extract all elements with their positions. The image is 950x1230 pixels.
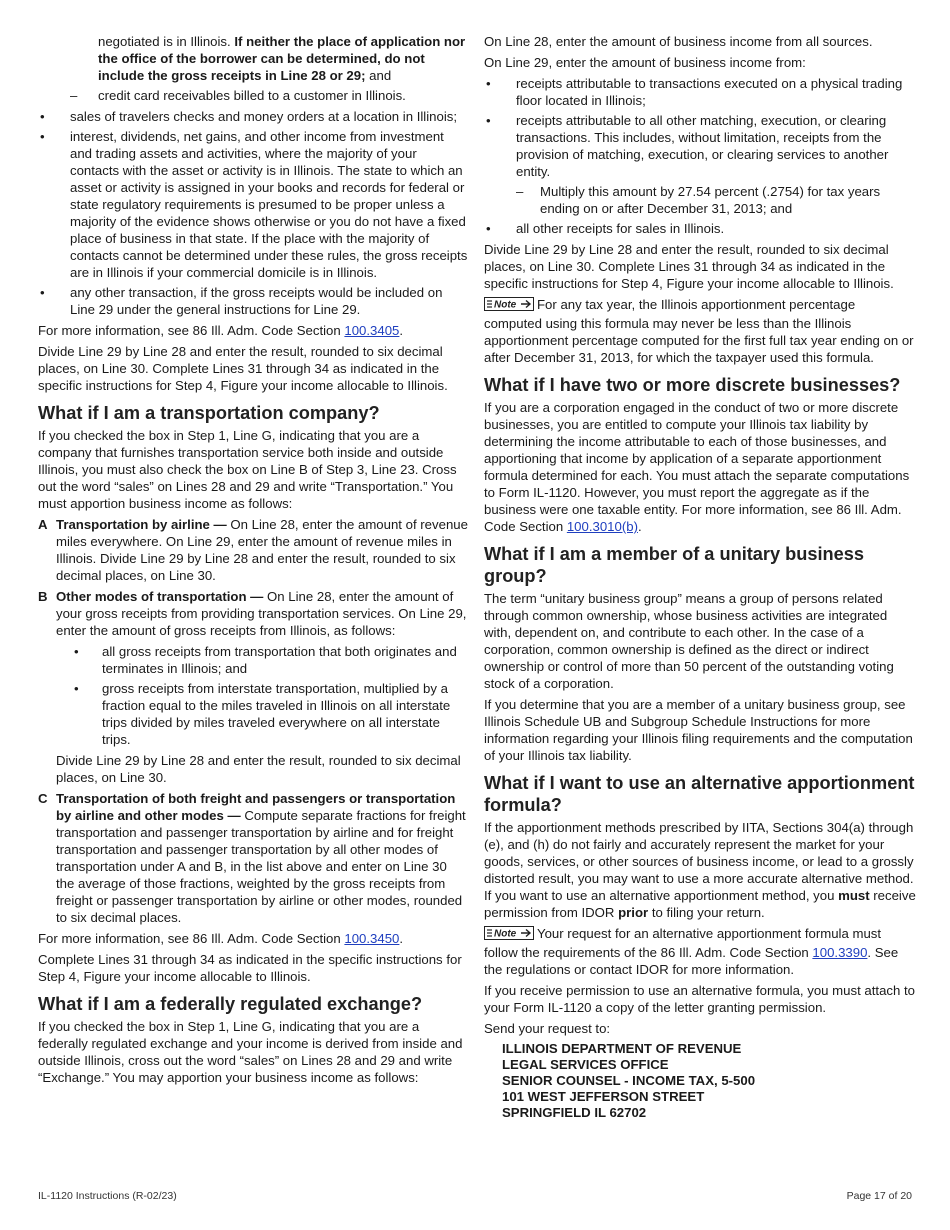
permission-text: If you receive permission to use an alternative formula, you must attach to your Form IL-1120 a copy of the letter granting permission. <box>484 983 916 1015</box>
dash-item: – credit card receivables billed to a customer in Illinois. <box>38 87 468 104</box>
right-column <box>484 33 916 1121</box>
footer-form-id: IL-1120 Instructions (R-02/23) <box>38 1190 177 1202</box>
bullet-item: • any other transaction, if the gross receipts would be included on Line 29 under the general instructions for Line 29. <box>38 284 468 318</box>
credit-dash-list <box>38 87 468 104</box>
more-info-3405: For more information, see 86 Ill. Adm. Code Section 100.3405. <box>38 323 404 338</box>
continued-paragraph: negotiated is in Illinois. If neither the place of application nor the office of the borrower can be determined, do not include the gross receipts in Line 28 or 29; and <box>98 34 466 83</box>
bullet-item: • all gross receipts from transportation that both originates and terminates in Illinois; and <box>38 643 468 677</box>
svg-text:Note: Note <box>494 299 517 311</box>
divide-instruction: Divide Line 29 by Line 28 and enter the result, rounded to six decimal places, on Line 30. Complete Lines 31 through 34 as indicated in the specific instructions for Step 4, Figure your income allocable to Illinois. <box>484 242 894 291</box>
bullet-item: • receipts attributable to all other matching, execution, or clearing transactions. This includes, without limitation, receipts from the provision of matching, execution, or clearing services to another entity. <box>484 112 916 180</box>
address-line: 101 WEST JEFFERSON STREET <box>502 1089 705 1104</box>
heading-exchange: What if I am a federally regulated exchange? <box>38 994 423 1014</box>
line-29-instruction: On Line 29, enter the amount of business income from: <box>484 55 806 70</box>
receipts-bullet-list <box>38 108 468 318</box>
address-line: SENIOR COUNSEL - INCOME TAX, 5-500 <box>502 1073 756 1088</box>
alternative-text: If the apportionment methods prescribed by IITA, Sections 304(a) through (e), and (h) do not fairly and accurately represent the market for your goods, services, or other sources of business income, or lead to a grossly distorted result, you may want to use a more accurate alternative method. If you want to use an alternative apportionment method, you must receive permission from IDOR prior to filing your return. <box>484 820 916 920</box>
link-100-3390[interactable]: 100.3390 <box>812 945 868 960</box>
bullet-item: • gross receipts from interstate transportation, multiplied by a fraction equal to the miles traveled in Illinois on all interstate trips divided by miles traveled everywhere on all interstate trips. <box>38 680 468 748</box>
complete-lines-31-34: Complete Lines 31 through 34 as indicated in the specific instructions for Step 4, Figure your income allocable to Illinois. <box>38 952 462 984</box>
bullet-item: • all other receipts for sales in Illinois. <box>484 220 916 237</box>
dash-item: – Multiply this amount by 27.54 percent (.2754) for tax years ending on or after December 31, 2013; and <box>484 183 916 217</box>
item-b-bullet-list <box>38 643 468 748</box>
item-c-freight-passengers: C Transportation of both freight and passengers or transportation by airline and other modes — Compute separate fractions for freight transportation and passenger transportation by airline and for freight transportation and passenger transportation by all other modes of transportation under A and B, in the list above and enter on Line 30 the average of those fractions, weighted by the gross receipts from freight or passenger transportation by airline or other modes, rounded to six decimal places. <box>38 791 466 925</box>
note-icon <box>484 926 534 944</box>
heading-alternative-formula: What if I want to use an alternative apportionment formula? <box>484 773 915 815</box>
svg-text:Note: Note <box>494 928 517 940</box>
unitary-member-info: If you determine that you are a member of a unitary business group, see Illinois Schedule UB and Subgroup Schedule Instructions for more information regarding your Illinois filing requirements and the computation of your Illinois tax liability. <box>484 697 913 763</box>
heading-unitary-group: What if I am a member of a unitary business group? <box>484 544 865 586</box>
note-apportionment-minimum: Note For any tax year, the Illinois apportionment percentage computed using this formula may never be less than the Illinois apportionment percentage computed for the first full tax year ending on or after December 31, 2013, for which the taxpayer used this formula. <box>484 297 914 365</box>
address-line: SPRINGFIELD IL 62702 <box>502 1105 647 1120</box>
address-line: ILLINOIS DEPARTMENT OF REVENUE <box>502 1041 742 1056</box>
unitary-definition: The term “unitary business group” means a group of persons related through common ownership, whose business activities are integrated with, dependent on, and contribute to each other. In the case of a corporation, common ownership is defined as the direct or indirect ownership or control of more than 50 percent of the outstanding voting stock of a corporation. <box>484 591 894 691</box>
item-a-airline: A Transportation by airline — On Line 28, enter the amount of revenue miles everywhere. On Line 29, enter the amount of revenue miles in Illinois. Divide Line 29 by Line 28 and enter the result, rounded to six decimal places, on Line 30. <box>38 517 468 583</box>
exchange-bullet-list <box>484 75 916 237</box>
heading-discrete-businesses: What if I have two or more discrete businesses? <box>484 375 901 395</box>
footer-page-number: Page 17 of 20 <box>846 1190 912 1202</box>
exchange-intro: If you checked the box in Step 1, Line G, indicating that you are a federally regulated exchange and your income is derived from inside and outside Illinois, cross out the word “sales” on Lines 28 and 29 and write “Exchange.” You may apportion your business income as follows: <box>38 1019 463 1085</box>
bullet-item: • sales of travelers checks and money orders at a location in Illinois; <box>38 108 468 125</box>
divide-instruction: Divide Line 29 by Line 28 and enter the result, rounded to six decimal places, on Line 30. Complete Lines 31 through 34 as indicated in the specific instructions for Step 4, Figure your income allocable to Illinois. <box>38 344 448 393</box>
line-28-instruction: On Line 28, enter the amount of business income from all sources. <box>484 34 873 49</box>
item-b-other-modes: B Other modes of transportation — On Line 28, enter the amount of your gross receipts from providing transportation services. On Line 29, enter the amount of gross receipts from Illinois, as follows: <box>38 589 467 638</box>
bullet-item: • interest, dividends, net gains, and other income from investment and trading assets and activities, where the majority of your contacts with the asset or activity is in Illinois. The state to which an asset or activity is assigned in your books and records for federal or state regulatory requirements is presumed to be proper unless a majority of the evidence shows otherwise or you do not have a fixed place of business in that state. If the place with the majority of contacts cannot be determined under these rules, the gross receipts are in Illinois if your commercial domicile is in Illinois. <box>38 128 468 281</box>
more-info-3450: For more information, see 86 Ill. Adm. Code Section 100.3450. <box>38 931 404 946</box>
send-request-label: Send your request to: <box>484 1021 611 1036</box>
discrete-text: If you are a corporation engaged in the conduct of two or more discrete businesses, you are entitled to compute your Illinois tax liability by determining the income attributable to each of those businesses, and apportioning that income by application of a separate apportionment formula determined for each. You must attach the separate computations to Form IL-1120. However, you must report the aggregate as if the business were one taxable entity. For more information, see 86 Ill. Adm. Code Section 100.3010(b). <box>484 400 910 534</box>
left-column <box>38 33 468 1090</box>
item-b-divide: Divide Line 29 by Line 28 and enter the result, rounded to six decimal places, on Line 30. <box>56 753 461 785</box>
transportation-intro: If you checked the box in Step 1, Line G, indicating that you are a company that furnishes transportation service both inside and outside Illinois, you must also check the box on Line B of Step 3, Line 23. Cross out the word “sales” on Lines 28 and 29 and write “Transportation.” You must apportion business income as follows: <box>38 428 457 511</box>
address-line: LEGAL SERVICES OFFICE <box>502 1057 669 1072</box>
link-100-3010b[interactable]: 100.3010(b) <box>566 519 638 534</box>
note-icon <box>484 297 534 315</box>
bullet-item: • receipts attributable to transactions executed on a physical trading floor located in Illinois; <box>484 75 916 109</box>
link-100-3450[interactable]: 100.3450 <box>344 931 400 946</box>
note-alternative-request: Note Your request for an alternative apportionment formula must follow the requirements of the 86 Ill. Adm. Code Section 100.3390. See the regulations or contact IDOR for more information. <box>484 926 899 977</box>
heading-transportation: What if I am a transportation company? <box>38 403 380 423</box>
mailing-address <box>484 1041 916 1121</box>
link-100-3405[interactable]: 100.3405 <box>344 323 400 338</box>
